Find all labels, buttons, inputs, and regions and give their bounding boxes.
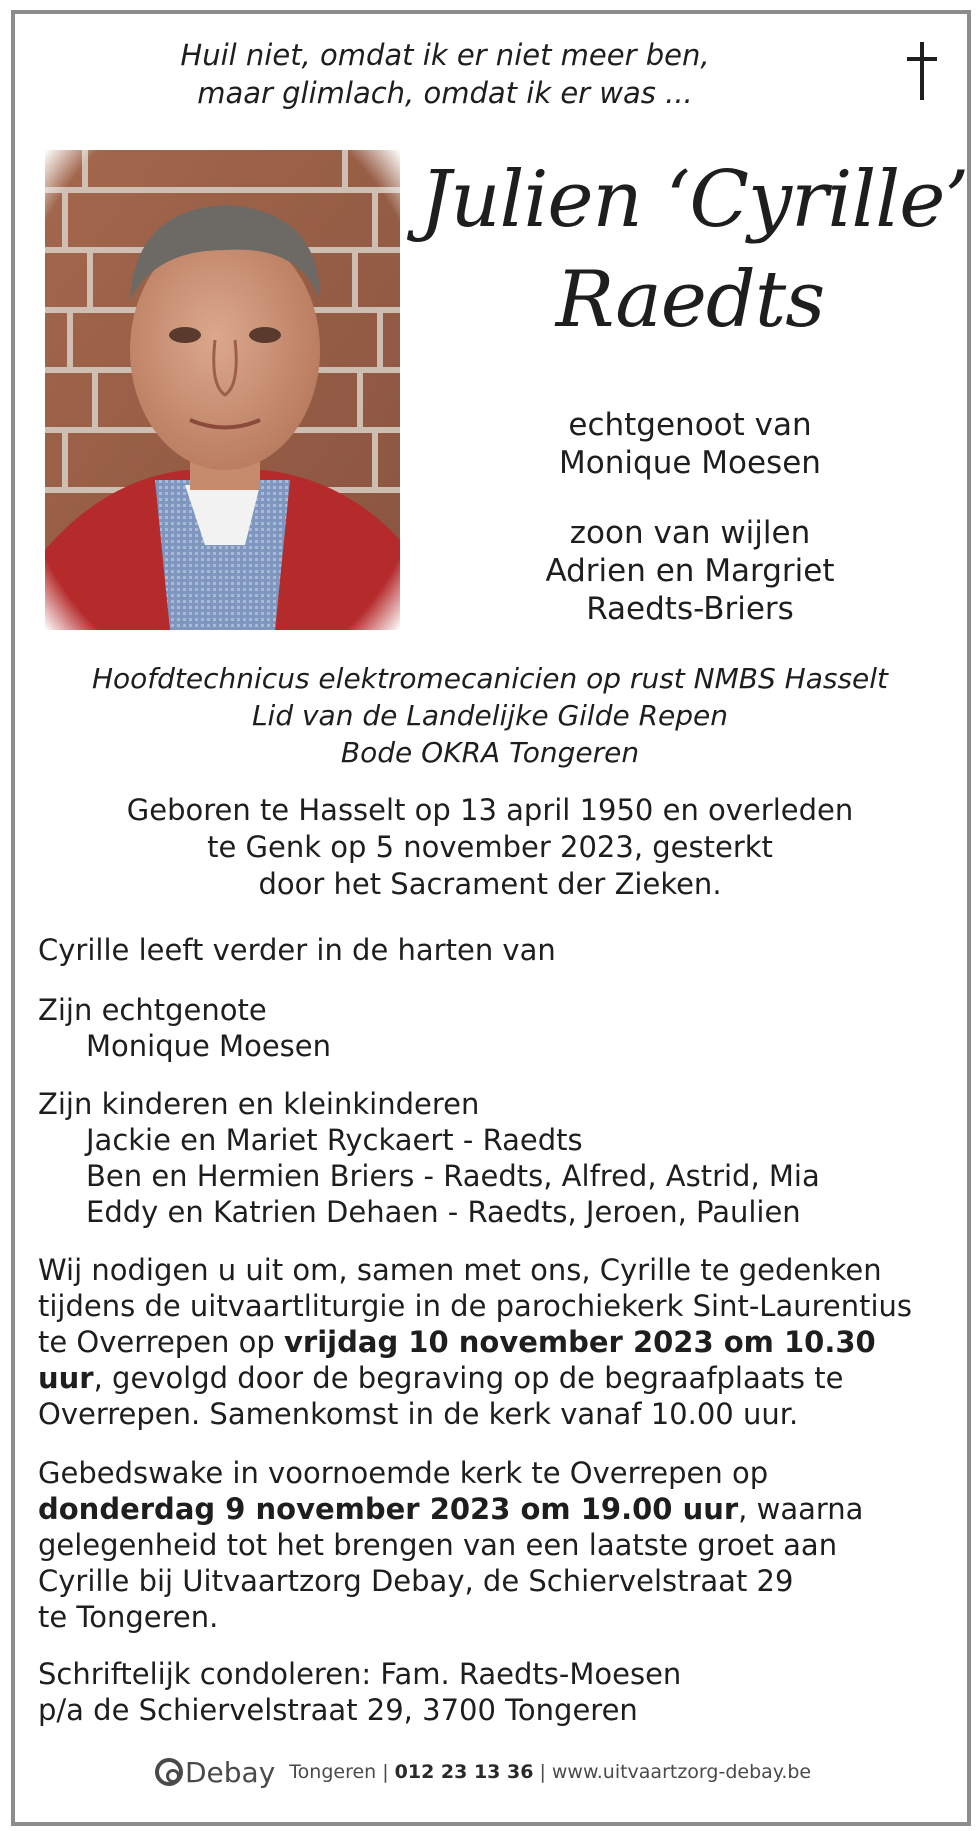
wake-line: te Tongeren. (38, 1600, 219, 1634)
funeral-line: tijdens de uitvaartliturgie in de parochiekerk Sint-Laurentius (38, 1289, 913, 1323)
name-line-2: Raedts (555, 255, 825, 345)
funeral-line: Overrepen. Samenkomst in de kerk vanaf 10.00 uur. (38, 1397, 799, 1431)
family-line: Eddy en Katrien Dehaen - Raedts, Jeroen, Paulien (86, 1195, 801, 1229)
family-line: Ben en Hermien Briers - Raedts, Alfred, Astrid, Mia (86, 1159, 820, 1193)
footer-phone[interactable]: 012 23 13 36 (394, 1761, 534, 1783)
spouse-section-name: Monique Moesen (86, 1029, 331, 1063)
spouse-relation (470, 406, 910, 482)
spouse-intro: echtgenoot van (568, 407, 812, 443)
logo-text: Debay (185, 1755, 276, 1789)
footer-separator: | (539, 1761, 546, 1783)
wake-line: gelegenheid tot het brengen van een laatste groet aan (38, 1528, 838, 1562)
wake-line (38, 1491, 958, 1527)
condolence-line: Schriftelijk condoleren: Fam. Raedts-Moesen (38, 1657, 682, 1691)
wake-line-text: , waarna (738, 1492, 864, 1526)
role-line: Lid van de Landelijke Gilde Repen (251, 699, 729, 732)
footer-separator: | (382, 1761, 389, 1783)
children-heading: Zijn kinderen en kleinkinderen (38, 1087, 480, 1121)
name-line-1: Julien ‘Cyrille’ (420, 155, 969, 245)
footer-city: Tongeren (289, 1761, 377, 1783)
funeral-line-text: , gevolgd door de begraving op de begraafplaats te (93, 1361, 844, 1395)
parents-line-2: Raedts-Briers (586, 591, 794, 627)
spouse-heading: Zijn echtgenote (38, 993, 267, 1027)
birth-death-notice (60, 792, 920, 903)
spouse-section (38, 992, 958, 1064)
deceased-name (420, 150, 969, 350)
roles-list (30, 660, 950, 771)
lives-on-text: Cyrille leeft verder in de harten van (38, 933, 556, 967)
children-section (38, 1086, 958, 1230)
wake-line: Cyrille bij Uitvaartzorg Debay, de Schiervelstraat 29 (38, 1564, 794, 1598)
spouse-name: Monique Moesen (559, 445, 821, 481)
wake-line: Gebedswake in voornoemde kerk te Overrepen op (38, 1456, 769, 1490)
funeral-invitation (38, 1252, 958, 1432)
footer-website-link[interactable]: www.uitvaartzorg-debay.be (551, 1761, 812, 1783)
portrait-photo (45, 150, 400, 630)
quote-line-2: maar glimlach, omdat ik er was ... (197, 76, 693, 110)
wake-date: donderdag 9 november 2023 om 19.00 uur (38, 1492, 739, 1526)
debay-logo-icon (155, 1758, 183, 1786)
role-line: Bode OKRA Tongeren (340, 736, 640, 769)
quote-line-1: Huil niet, omdat ik er niet meer ben, (180, 38, 710, 72)
parents-intro: zoon van wijlen (569, 515, 811, 551)
funeral-date-end: uur (38, 1361, 94, 1395)
prayer-vigil (38, 1455, 958, 1635)
condolence-address (38, 1656, 958, 1728)
funeral-line-text: te Overrepen op (38, 1325, 285, 1359)
cross-icon (905, 42, 939, 100)
condolence-line: p/a de Schiervelstraat 29, 3700 Tongeren (38, 1693, 638, 1727)
role-line: Hoofdtechnicus elektromecanicien op rust NMBS Hasselt (91, 662, 889, 695)
memorial-quote (150, 36, 740, 112)
birth-death-line: Geboren te Hasselt op 13 april 1950 en overleden (126, 793, 854, 827)
parents-line-1: Adrien en Margriet (545, 553, 835, 589)
funeral-date: vrijdag 10 november 2023 om 10.30 (284, 1325, 876, 1359)
parents-relation (470, 514, 910, 628)
birth-death-line: door het Sacrament der Zieken. (258, 867, 722, 901)
debay-logo (155, 1756, 275, 1789)
funeral-line: Wij nodigen u uit om, samen met ons, Cyrille te gedenken (38, 1253, 882, 1287)
funeral-line (38, 1324, 958, 1360)
footer-bar (155, 1752, 855, 1792)
family-line: Jackie en Mariet Ryckaert - Raedts (86, 1123, 583, 1157)
funeral-line (38, 1360, 958, 1396)
birth-death-line: te Genk op 5 november 2023, gesterkt (207, 830, 773, 864)
